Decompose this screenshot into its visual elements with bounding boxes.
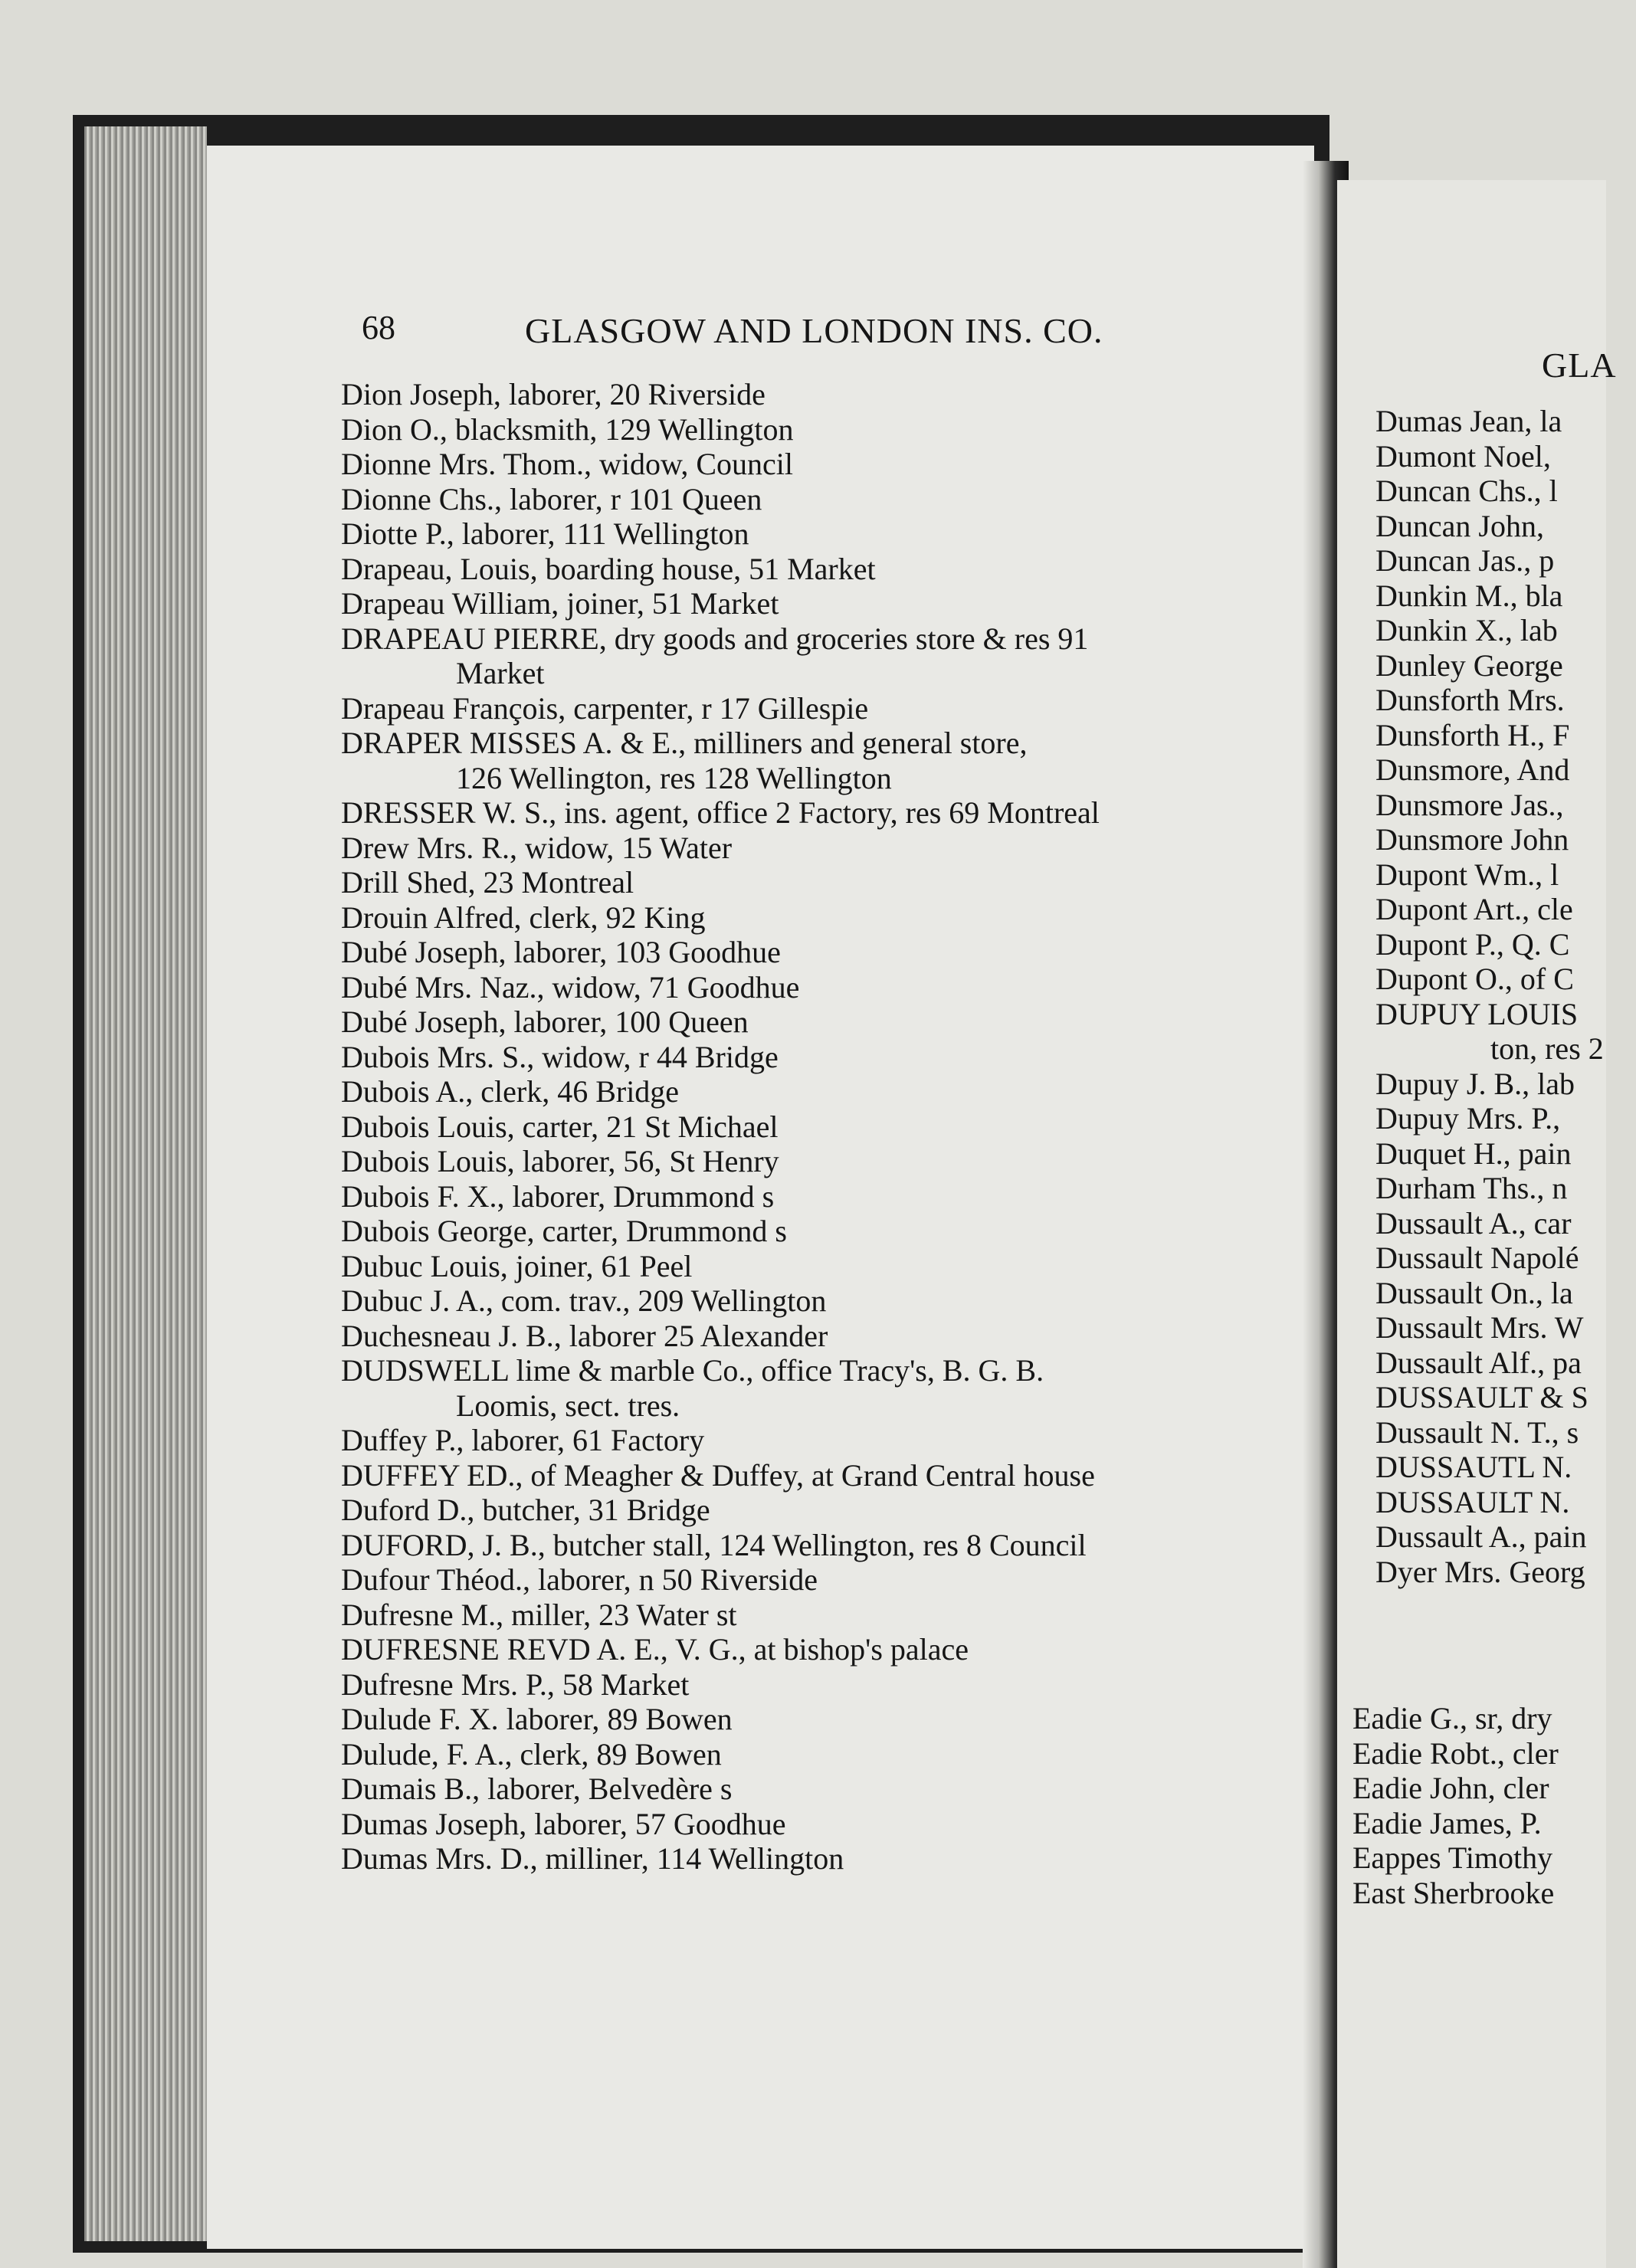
directory-entry: Dubuc J. A., com. trav., 209 Wellington <box>341 1283 827 1318</box>
directory-entry: Dubois A., clerk, 46 Bridge <box>341 1074 680 1109</box>
directory-entry: Dussault Mrs. W <box>1375 1310 1584 1345</box>
directory-entry: Duncan Jas., p <box>1375 543 1555 578</box>
directory-entry: Dunkin M., bla <box>1375 578 1563 613</box>
directory-entry: DUDSWELL lime & marble Co., office Tracy's, B. G. B. <box>341 1353 1044 1388</box>
directory-entry: Duchesneau J. B., laborer 25 Alexander <box>341 1318 828 1353</box>
right-running-head: GLA <box>1542 346 1617 385</box>
directory-entry: Dumas Jean, la <box>1375 404 1562 438</box>
directory-entry: DUSSAULT N. <box>1375 1484 1570 1519</box>
directory-entry: Dupuy Mrs. P., <box>1375 1101 1561 1136</box>
directory-entry: Dubois Louis, laborer, 56, St Henry <box>341 1144 779 1178</box>
directory-entry: Drapeau François, carpenter, r 17 Gillespie <box>341 690 869 726</box>
directory-entry: Dunley George <box>1375 647 1563 683</box>
directory-entry: Dussault N. T., s <box>1375 1414 1579 1450</box>
right-page <box>1337 180 1617 2268</box>
directory-entry: Eadie Robt., cler <box>1352 1735 1559 1771</box>
directory-entry: DUSSAUTL N. <box>1375 1450 1572 1484</box>
directory-entry: Dumas Mrs. D., milliner, 114 Wellington <box>341 1841 844 1876</box>
directory-entry: Dulude, F. A., clerk, 89 Bowen <box>341 1736 722 1771</box>
directory-entry: Dufresne Mrs. P., 58 Market <box>341 1667 690 1702</box>
directory-entry: Dyer Mrs. Georg <box>1375 1554 1585 1589</box>
directory-entry: Dubois Louis, carter, 21 St Michael <box>341 1109 779 1144</box>
directory-entry: DUFORD, J. B., butcher stall, 124 Wellington, res 8 Council <box>341 1527 1087 1562</box>
directory-entry: Dussault Napolé <box>1375 1241 1579 1275</box>
directory-entry: DUFRESNE REVD A. E., V. G., at bishop's palace <box>341 1632 969 1667</box>
directory-entry: Dumont Noel, <box>1375 438 1551 474</box>
directory-entry: Duncan John, <box>1375 508 1544 543</box>
right-directory-entries-e <box>1352 1701 1628 1910</box>
directory-entry: Eappes Timothy <box>1352 1840 1553 1875</box>
directory-entry: 126 Wellington, res 128 Wellington <box>456 760 892 795</box>
directory-entries <box>341 377 1291 1876</box>
directory-entry: Dubé Mrs. Naz., widow, 71 Goodhue <box>341 969 800 1005</box>
directory-entry: Drapeau, Louis, boarding house, 51 Market <box>341 551 876 586</box>
directory-entry: Dubé Joseph, laborer, 100 Queen <box>341 1005 749 1039</box>
directory-entry: DRAPER MISSES A. & E., milliners and general store, <box>341 726 1028 760</box>
directory-entry: Dumas Joseph, laborer, 57 Goodhue <box>341 1806 786 1841</box>
directory-entry: Duncan Chs., l <box>1375 474 1558 508</box>
directory-entry: DUFFEY ED., of Meagher & Duffey, at Grand Central house <box>341 1457 1095 1493</box>
page-number: 68 <box>362 309 395 346</box>
directory-entry: Dionne Mrs. Thom., widow, Council <box>341 447 793 481</box>
directory-entry: DUPUY LOUIS <box>1375 996 1579 1031</box>
directory-entry: Dussault A., car <box>1375 1205 1572 1241</box>
directory-entry: Dussault On., la <box>1375 1275 1573 1310</box>
directory-entry: Dupont Art., cle <box>1375 892 1573 926</box>
directory-entry: Dunsforth H., F <box>1375 717 1570 752</box>
directory-entry: Duffey P., laborer, 61 Factory <box>341 1423 705 1457</box>
directory-entry: Dufresne M., miller, 23 Water st <box>341 1597 737 1632</box>
directory-entry: ton, res 2 <box>1490 1031 1604 1066</box>
directory-entry: Duford D., butcher, 31 Bridge <box>341 1493 710 1527</box>
directory-entry: Dussault Alf., pa <box>1375 1345 1582 1380</box>
directory-entry: Dubois George, carter, Drummond s <box>341 1214 787 1248</box>
directory-entry: Dubois Mrs. S., widow, r 44 Bridge <box>341 1039 779 1074</box>
directory-entry: Dionne Chs., laborer, r 101 Queen <box>341 481 762 516</box>
directory-entry: Dunsmore John <box>1375 822 1569 857</box>
directory-entry: Dunsmore Jas., <box>1375 787 1564 822</box>
directory-entry: Dussault A., pain <box>1375 1519 1587 1554</box>
directory-entry: DRESSER W. S., ins. agent, office 2 Factory, res 69 Montreal <box>341 795 1100 830</box>
directory-entry: Dunsforth Mrs. <box>1375 683 1565 717</box>
directory-entry: Dubuc Louis, joiner, 61 Peel <box>341 1248 693 1283</box>
directory-entry: Dubois F. X., laborer, Drummond s <box>341 1178 775 1214</box>
directory-entry: Dion O., blacksmith, 129 Wellington <box>341 411 794 447</box>
right-directory-entries <box>1375 404 1636 1589</box>
directory-entry: Dufour Théod., laborer, n 50 Riverside <box>341 1562 818 1597</box>
directory-entry: Dupont O., of C <box>1375 962 1574 996</box>
directory-entry: Eadie James, P. <box>1352 1805 1542 1840</box>
directory-entry: East Sherbrooke <box>1352 1875 1555 1910</box>
directory-entry: Drouin Alfred, clerk, 92 King <box>341 900 706 935</box>
directory-entry: Eadie John, cler <box>1352 1771 1549 1805</box>
directory-entry: Drill Shed, 23 Montreal <box>341 865 634 900</box>
directory-entry: Duquet H., pain <box>1375 1136 1572 1171</box>
directory-entry: Eadie G., sr, dry <box>1352 1701 1552 1735</box>
directory-entry: DUSSAULT & S <box>1375 1380 1588 1414</box>
directory-entry: Dumais B., laborer, Belvedère s <box>341 1771 733 1806</box>
directory-entry: Market <box>456 656 545 690</box>
directory-entry: Diotte P., laborer, 111 Wellington <box>341 516 749 551</box>
directory-entry: Dubé Joseph, laborer, 103 Goodhue <box>341 935 781 969</box>
directory-entry: Dupont P., Q. C <box>1375 926 1570 962</box>
directory-entry: Durham Ths., n <box>1375 1171 1568 1205</box>
directory-entry: Dupont Wm., l <box>1375 857 1559 892</box>
directory-entry: Drew Mrs. R., widow, 15 Water <box>341 830 733 865</box>
directory-entry: Dunkin X., lab <box>1375 613 1558 647</box>
directory-entry: Dion Joseph, laborer, 20 Riverside <box>341 377 766 411</box>
directory-entry: DRAPEAU PIERRE, dry goods and groceries store & res 91 <box>341 621 1089 656</box>
page-edges <box>84 126 207 2241</box>
directory-entry: Dunsmore, And <box>1375 752 1570 787</box>
running-head: GLASGOW AND LONDON INS. CO. <box>525 311 1103 350</box>
directory-entry: Dulude F. X. laborer, 89 Bowen <box>341 1702 733 1736</box>
directory-entry: Drapeau William, joiner, 51 Market <box>341 586 779 621</box>
directory-entry: Dupuy J. B., lab <box>1375 1066 1575 1101</box>
directory-entry: Loomis, sect. tres. <box>456 1388 680 1423</box>
